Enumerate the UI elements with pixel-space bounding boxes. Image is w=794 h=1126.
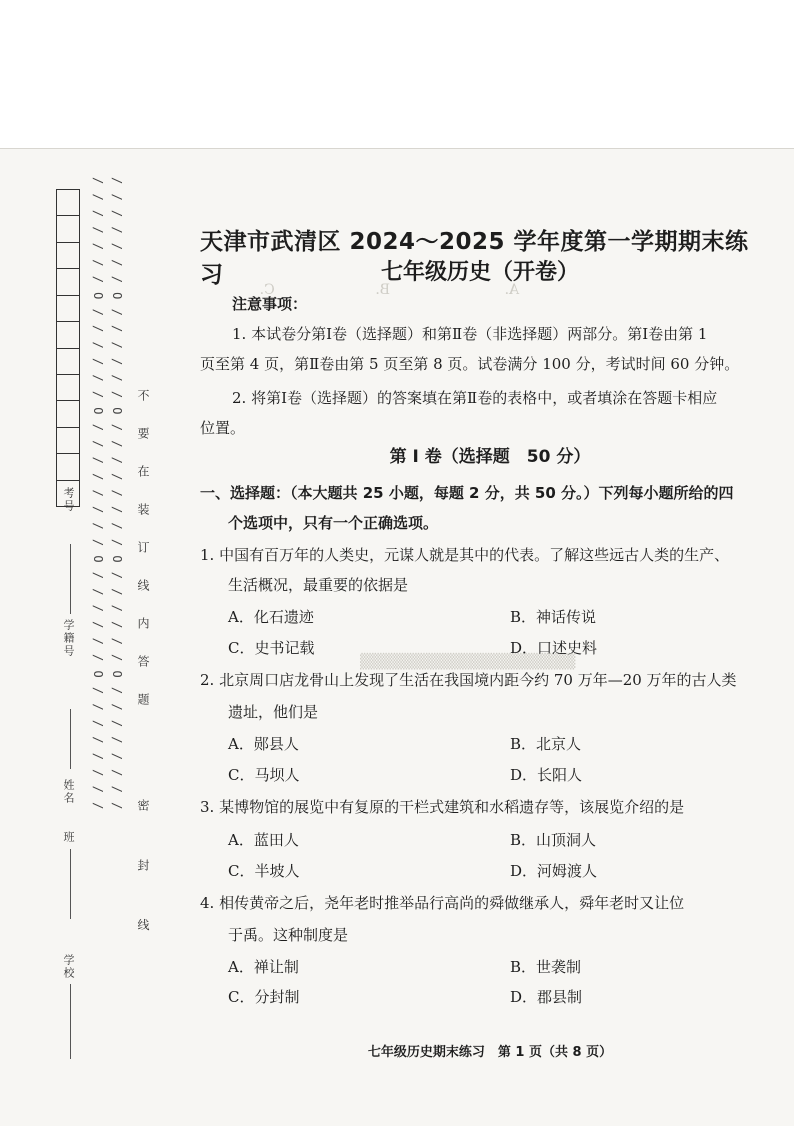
bleed-through-text: A． B． C． bbox=[250, 282, 520, 298]
section-instructions-line-2: 个选项中，只有一个正确选项。 bbox=[228, 514, 439, 532]
question-3-option-c: C．半坡人 bbox=[228, 862, 300, 880]
seat-number-label: 学籍号 bbox=[62, 619, 75, 658]
grid-cell bbox=[57, 296, 79, 322]
page-title: 天津市武清区 2024～2025 学年度第一学期期末练习 bbox=[200, 229, 749, 288]
page-footer: 七年级历史期末练习 第 1 页（共 8 页） bbox=[367, 1045, 613, 1060]
question-4-option-b: B．世袭制 bbox=[510, 958, 582, 976]
grid-cell bbox=[57, 401, 79, 427]
notice-item-1-line-1: 1. 本试卷分第Ⅰ卷（选择题）和第Ⅱ卷（非选择题）两部分。第Ⅰ卷由第 1 bbox=[232, 325, 708, 343]
question-4-option-c: C．分封制 bbox=[228, 988, 300, 1006]
school-line bbox=[70, 984, 71, 1059]
seal-instruction: 不要在装订线内答题 bbox=[136, 389, 150, 731]
notice-item-2-line-1: 2. 将第Ⅰ卷（选择题）的答案填在第Ⅱ卷的表格中，或者填涂在答题卡相应 bbox=[232, 389, 718, 407]
exam-number-grid bbox=[56, 189, 80, 507]
class-line bbox=[70, 849, 71, 919]
binding-margin bbox=[0, 149, 150, 1126]
page-subtitle: 七年级历史（开卷） bbox=[380, 260, 579, 285]
name-line bbox=[70, 709, 71, 769]
question-4-stem-line-2: 于禹。这种制度是 bbox=[228, 926, 349, 944]
grid-cell bbox=[57, 349, 79, 375]
exam-number-label: 考号 bbox=[62, 487, 75, 513]
question-2-stem-line-2: 遗址，他们是 bbox=[228, 703, 319, 721]
question-1-option-d: D．口述史料 bbox=[510, 639, 598, 657]
seal-dash-line-left: / / / / / / / O / / / / / / O / / / / / / / / O / / / / / / O / / / / / / / / bbox=[91, 177, 105, 811]
exam-page bbox=[0, 148, 794, 1126]
grid-cell bbox=[57, 243, 79, 269]
grid-cell bbox=[57, 322, 79, 348]
question-2-option-c: C．马坝人 bbox=[228, 766, 300, 784]
question-1-option-a: A．化石遗迹 bbox=[228, 608, 314, 626]
name-label: 姓名 bbox=[62, 779, 75, 805]
grid-cell bbox=[57, 216, 79, 242]
school-label: 学校 bbox=[62, 954, 75, 980]
grid-cell bbox=[57, 190, 79, 216]
grid-cell bbox=[57, 269, 79, 295]
notice-heading: 注意事项： bbox=[232, 295, 308, 313]
notice-item-2-line-2: 位置。 bbox=[200, 419, 246, 437]
seal-line-label: 密 封 线 bbox=[136, 799, 150, 953]
question-1-option-b: B．神话传说 bbox=[510, 608, 597, 626]
notice-item-1-line-2: 页至第 4 页，第Ⅱ卷由第 5 页至第 8 页。试卷满分 100 分，考试时间 60 分钟。 bbox=[200, 355, 740, 373]
section-instructions-line-1: 一、选择题：（本大题共 25 小题，每题 2 分，共 50 分。）下列每小题所给的四 bbox=[200, 484, 734, 502]
grid-cell bbox=[57, 375, 79, 401]
class-label: 班 bbox=[62, 831, 75, 844]
question-2-option-d: D．长阳人 bbox=[510, 766, 583, 784]
question-2-option-a: A．郧县人 bbox=[228, 735, 299, 753]
question-4-option-d: D．郡县制 bbox=[510, 988, 583, 1006]
seal-dash-line-right: / / / / / / / O / / / / / / O / / / / / / / / O / / / / / / O / / / / / / / / bbox=[110, 177, 124, 811]
question-1-option-c: C．史书记载 bbox=[228, 639, 315, 657]
question-3-stem-line-1: 3. 某博物馆的展览中有复原的干栏式建筑和水稻遗存等，该展览介绍的是 bbox=[200, 798, 685, 816]
grid-cell bbox=[57, 428, 79, 454]
section-title: 第 Ⅰ 卷（选择题 50 分） bbox=[389, 447, 591, 467]
question-1-stem-line-1: 1. 中国有百万年的人类史，元谋人就是其中的代表。了解这些远古人类的生产、 bbox=[200, 546, 730, 564]
bleed-through-figure: ▒▒▒▒▒▒▒▒▒▒▒▒▒▒▒▒▒▒▒▒ bbox=[360, 654, 576, 670]
question-3-option-d: D．河姆渡人 bbox=[510, 862, 598, 880]
question-2-option-b: B．北京人 bbox=[510, 735, 582, 753]
question-4-stem-line-1: 4. 相传黄帝之后，尧年老时推举品行高尚的舜做继承人，舜年老时又让位 bbox=[200, 894, 685, 912]
question-2-stem-line-1: 2. 北京周口店龙骨山上发现了生活在我国境内距今约 70 万年—20 万年的古人类 bbox=[200, 671, 737, 689]
question-1-stem-line-2: 生活概况，最重要的依据是 bbox=[228, 576, 409, 594]
question-3-option-b: B．山顶洞人 bbox=[510, 831, 597, 849]
question-4-option-a: A．禅让制 bbox=[228, 958, 299, 976]
question-3-option-a: A．蓝田人 bbox=[228, 831, 299, 849]
grid-cell bbox=[57, 454, 79, 480]
seat-number-line bbox=[70, 544, 71, 614]
